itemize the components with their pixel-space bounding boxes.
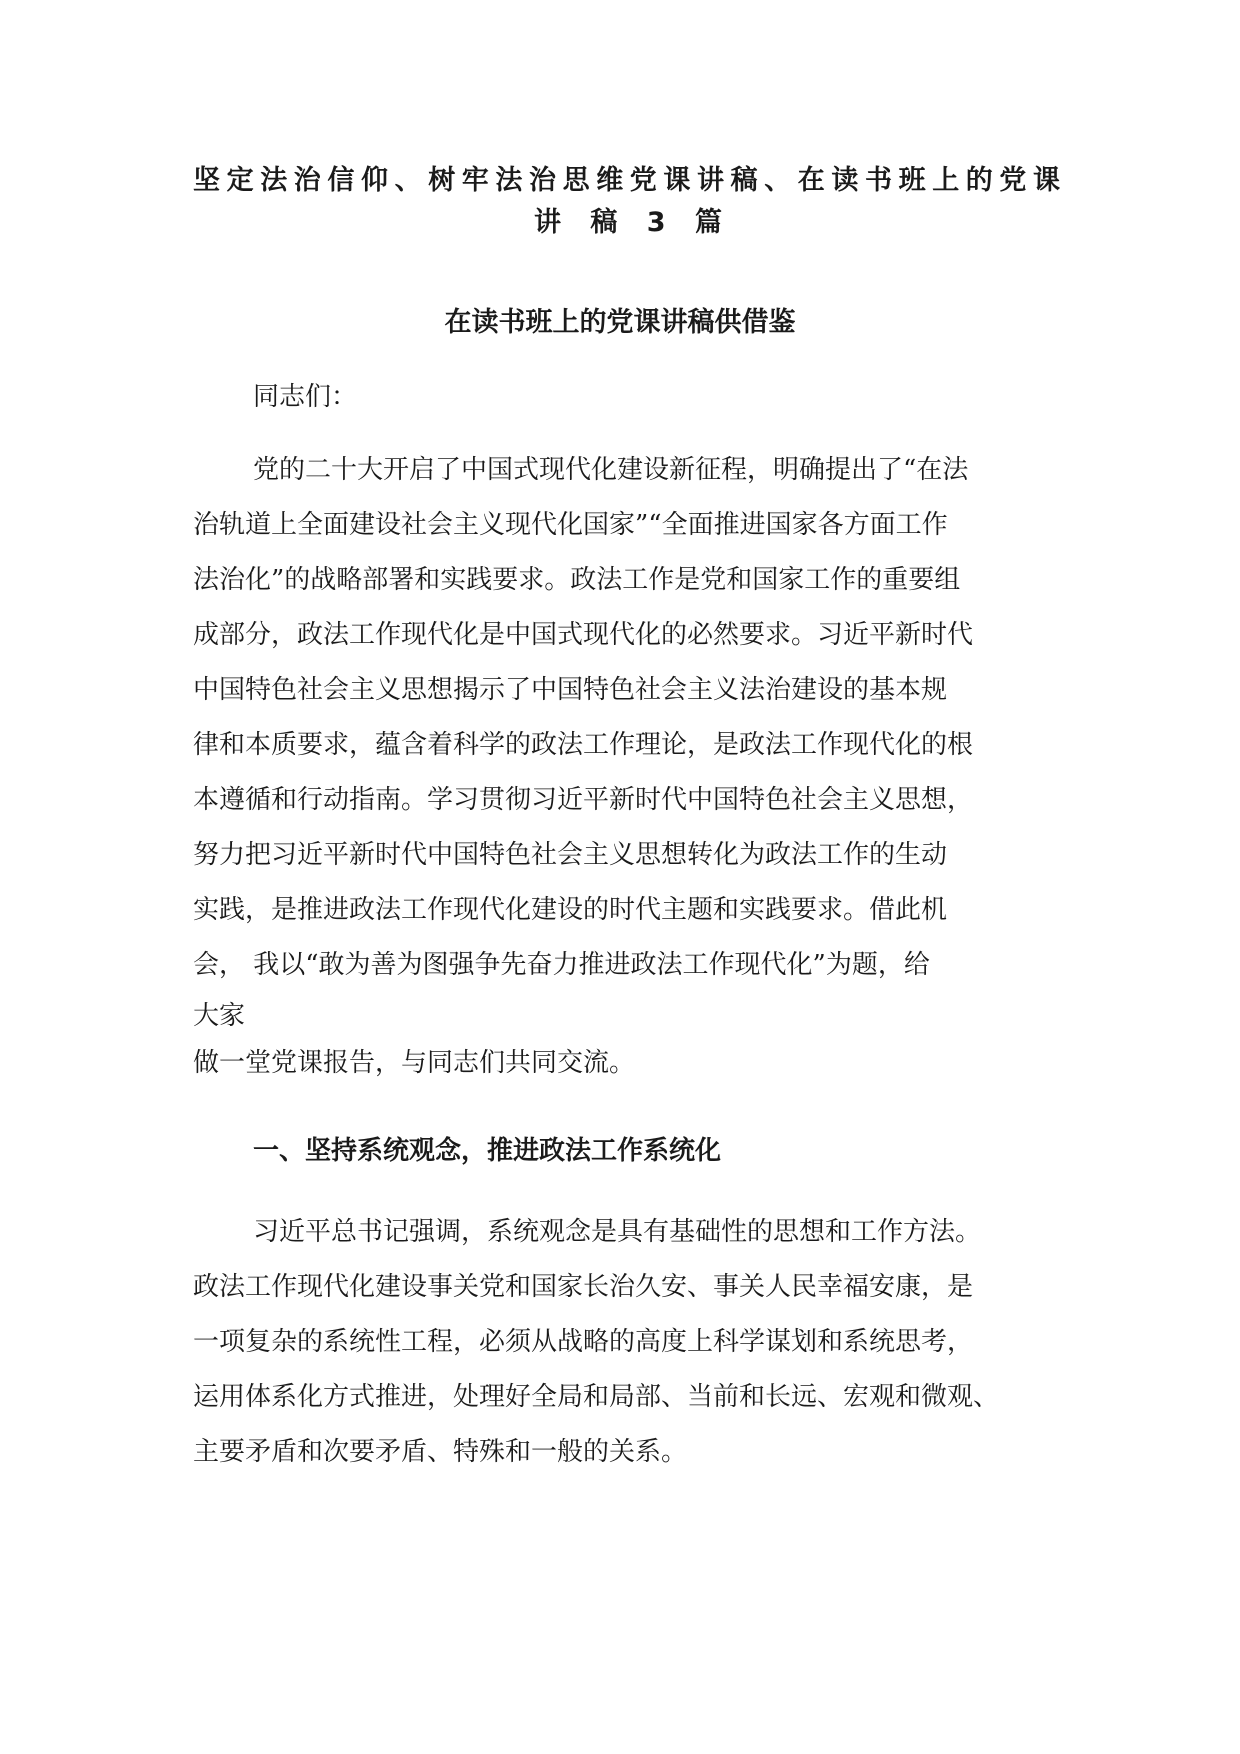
paragraph-line: 大家 [193, 1001, 246, 1031]
paragraph-intro [193, 443, 1053, 1087]
paragraph-line: 主要矛盾和次要矛盾、特殊和一般的关系。 [193, 1437, 688, 1467]
paragraph-section-1 [193, 1205, 1053, 1480]
paragraph-line: 党的二十大开启了中国式现代化建设新征程，明确提出了“在法 [253, 455, 969, 485]
document-title-line-1: 坚定法治信仰、树牢法治思维党课讲稿、在读书班上的党课 [193, 165, 1067, 196]
paragraph-line: 努力把习近平新时代中国特色社会主义思想转化为政法工作的生动 [193, 840, 948, 870]
document-title-line-2: 讲 稿 3 篇 [534, 207, 732, 238]
paragraph-line: 治轨道上全面建设社会主义现代化国家”“全面推进国家各方面工作 [193, 510, 948, 540]
section-heading-1: 一、坚持系统观念，推进政法工作系统化 [253, 1136, 722, 1166]
salutation: 同志们： [253, 382, 358, 412]
paragraph-line: 习近平总书记强调，系统观念是具有基础性的思想和工作方法。 [253, 1217, 982, 1247]
paragraph-line: 运用体系化方式推进，处理好全局和局部、当前和长远、宏观和微观、 [193, 1382, 1000, 1412]
paragraph-line: 会， 我以“敢为善为图强争先奋力推进政法工作现代化”为题，给 [193, 950, 930, 980]
document-subtitle: 在读书班上的党课讲稿供借鉴 [444, 307, 796, 338]
paragraph-line: 律和本质要求，蕴含着科学的政法工作理论，是政法工作现代化的根 [193, 730, 974, 760]
paragraph-line: 实践，是推进政法工作现代化建设的时代主题和实践要求。借此机 [193, 895, 948, 925]
paragraph-line: 一项复杂的系统性工程，必须从战略的高度上科学谋划和系统思考， [193, 1327, 974, 1357]
paragraph-line: 政法工作现代化建设事关党和国家长治久安、事关人民幸福安康，是 [193, 1272, 974, 1302]
paragraph-line: 中国特色社会主义思想揭示了中国特色社会主义法治建设的基本规 [193, 675, 948, 705]
paragraph-line: 本遵循和行动指南。学习贯彻习近平新时代中国特色社会主义思想， [193, 785, 974, 815]
paragraph-line: 法治化”的战略部署和实践要求。政法工作是党和国家工作的重要组 [193, 565, 961, 595]
paragraph-line: 做一堂党课报告，与同志们共同交流。 [193, 1048, 636, 1078]
document-title [193, 160, 1067, 244]
paragraph-line: 成部分，政法工作现代化是中国式现代化的必然要求。习近平新时代 [193, 620, 974, 650]
